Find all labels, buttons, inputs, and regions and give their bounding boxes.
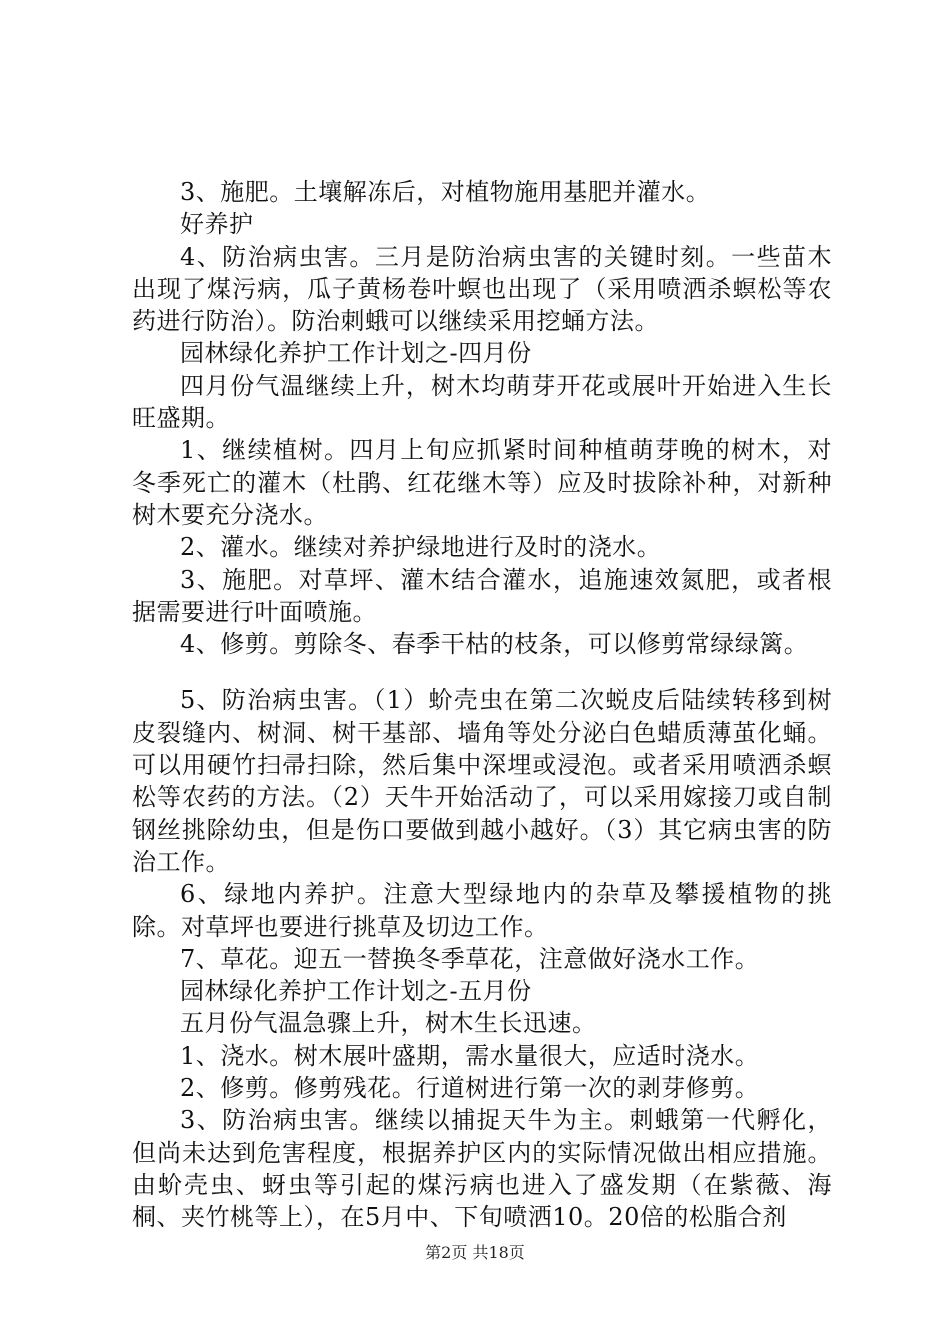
paragraph-april-fertilize: 3、施肥。对草坪、灌木结合灌水，追施速效氮肥，或者根据需要进行叶面喷施。 — [132, 565, 832, 626]
paragraph-may-pruning: 2、修剪。修剪残花。行道树进行第一次的剥芽修剪。 — [180, 1074, 760, 1103]
paragraph-pest-control-march: 4、防治病虫害。三月是防治病虫害的关键时刻。一些苗木出现了煤污病，瓜子黄杨卷叶螟也出现了（采用喷洒杀螟松等农药进行防治）。防治刺蛾可以继续采用挖蛹方法。 — [132, 242, 832, 336]
section-heading-april: 园林绿化养护工作计划之-四月份 — [180, 339, 532, 368]
paragraph-april-greenland: 6、绿地内养护。注意大型绿地内的杂草及攀援植物的挑除。对草坪也要进行挑草及切边工作。 — [132, 880, 832, 941]
paragraph-april-flowers: 7、草花。迎五一替换冬季草花，注意做好浇水工作。 — [180, 944, 760, 973]
paragraph-april-watering: 2、灌水。继续对养护绿地进行及时的浇水。 — [180, 533, 662, 562]
paragraph-may-watering: 1、浇水。树木展叶盛期，需水量很大，应适时浇水。 — [180, 1041, 760, 1070]
paragraph-april-intro: 四月份气温继续上升，树木均萌芽开花或展叶开始进入生长旺盛期。 — [132, 371, 832, 433]
paragraph-fragment: 好养护 — [180, 210, 254, 239]
paragraph-april-pest-control: 5、防治病虫害。（1）蚧壳虫在第二次蜕皮后陆续转移到树皮裂缝内、树洞、树干基部、墙角等处分泌白色蜡质薄茧化蛹。可以用硬竹扫帚扫除，然后集中深埋或浸泡。或者采用喷洒杀螟松等农药的方法。（2）天牛开始活动了，可以采用嫁接刀或自制钢丝挑除幼虫，但是伤口要做到越小越好。（3）其它病虫害的防治工作。 — [132, 686, 832, 876]
paragraph-may-intro: 五月份气温急骤上升，树木生长迅速。 — [180, 1009, 597, 1038]
section-heading-may: 园林绿化养护工作计划之-五月份 — [180, 977, 532, 1006]
paragraph-april-pruning: 4、修剪。剪除冬、春季干枯的枝条，可以修剪常绿绿篱。 — [180, 630, 809, 659]
paragraph-may-pest-control: 3、防治病虫害。继续以捕捉天牛为主。刺蛾第一代孵化，但尚未达到危害程度，根据养护区内的实际情况做出相应措施。由蚧壳虫、蚜虫等引起的煤污病也进入了盛发期（在紫薇、海桐、夹竹桃等上），在5月中、下旬喷洒10。20倍的松脂合剂 — [132, 1106, 832, 1232]
paragraph-fertilize-march: 3、施肥。土壤解冻后，对植物施用基肥并灌水。 — [180, 178, 711, 206]
document-body — [132, 176, 832, 1234]
paragraph-april-planting: 1、继续植树。四月上旬应抓紧时间种植萌芽晚的树木，对冬季死亡的灌木（杜鹃、红花继木等）应及时拔除补种，对新种树木要充分浇水。 — [132, 436, 832, 529]
paragraph-spacer — [132, 660, 832, 684]
page-number-footer: 第2页 共18页 — [425, 1243, 525, 1262]
